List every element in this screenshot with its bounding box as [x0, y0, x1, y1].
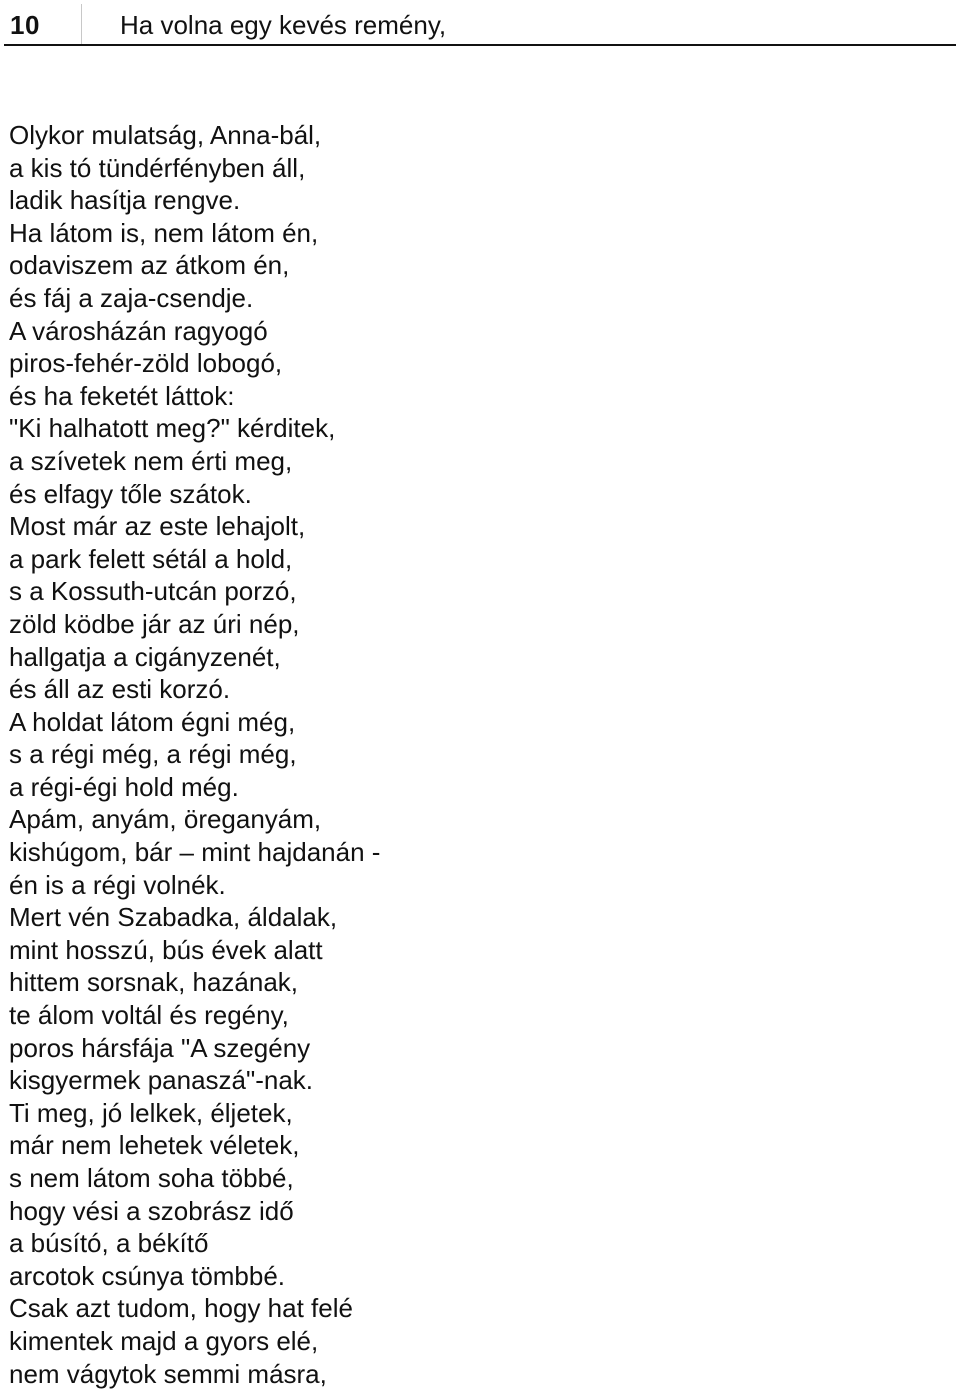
poem-line: hallgatja a cigányzenét, — [9, 641, 281, 672]
poem-line: te álom voltál és regény, — [9, 1000, 289, 1031]
poem-line: már nem lehetek véletek, — [9, 1130, 300, 1161]
poem-line: s a Kossuth-utcán porzó, — [9, 576, 297, 607]
poem-line: s nem látom soha többé, — [9, 1163, 294, 1193]
poem-line: odaviszem az átkom én, — [9, 250, 290, 281]
poem-line: Most már az este lehajolt, — [9, 511, 306, 542]
poem-line: Olykor mulatság, Anna-bál, — [9, 120, 322, 150]
page-number: 10 — [10, 10, 40, 40]
poem-line: és áll az esti korzó. — [9, 674, 231, 705]
poem-line: arcotok csúnya tömbbé. — [9, 1260, 286, 1291]
poem-line: a búsító, a békítő — [9, 1228, 209, 1259]
poem-line: kimentek majd a gyors elé, — [9, 1325, 319, 1356]
header-rule — [4, 44, 956, 46]
poem-line: és elfagy tőle szátok. — [9, 478, 252, 509]
poem-line: Apám, anyám, öreganyám, — [9, 804, 322, 835]
poem-line: kishúgom, bár – mint hajdanán - — [9, 837, 381, 868]
poem-line: zöld ködbe jár az úri nép, — [9, 608, 300, 639]
poem-line: a szívetek nem érti meg, — [9, 445, 293, 476]
poem-line: mint hosszú, bús évek alatt — [9, 934, 323, 965]
poem-line: piros-fehér-zöld lobogó, — [9, 348, 283, 379]
poem-line: "Ki halhatott meg?" kérditek, — [9, 413, 336, 444]
poem-line: s a régi még, a régi még, — [9, 739, 297, 770]
page-header — [0, 0, 960, 48]
poem-line: Ti meg, jó lelkek, éljetek, — [9, 1097, 293, 1128]
running-title: Ha volna egy kevés remény, — [120, 10, 447, 40]
poem-line: hittem sorsnak, hazának, — [9, 967, 299, 998]
poem-line: a kis tó tündérfényben áll, — [9, 152, 306, 183]
poem-line: poros hársfája "A szegény — [9, 1032, 311, 1063]
poem-line: ladik hasítja rengve. — [9, 185, 241, 216]
poem-line: A holdat látom égni még, — [9, 706, 296, 737]
poem-line: a régi-égi hold még. — [9, 771, 239, 802]
poem-line: nem vágytok semmi másra, — [9, 1358, 327, 1389]
poem-line: kisgyermek panaszá"-nak. — [9, 1065, 314, 1096]
poem-line: Ha látom is, nem látom én, — [9, 217, 319, 248]
poem-line: és ha feketét láttok: — [9, 380, 235, 411]
poem-line: és fáj a zaja-csendje. — [9, 282, 254, 313]
poem-line: Csak azt tudom, hogy hat felé — [9, 1293, 353, 1324]
poem-line: hogy vési a szobrász idő — [9, 1195, 294, 1226]
poem-line: a park felett sétál a hold, — [9, 543, 293, 574]
header-divider — [81, 4, 82, 44]
poem-line: én is a régi volnék. — [9, 869, 226, 900]
poem-line: A városházán ragyogó — [9, 315, 268, 346]
poem-line: Mert vén Szabadka, áldalak, — [9, 902, 338, 933]
poem-text — [9, 119, 380, 1390]
